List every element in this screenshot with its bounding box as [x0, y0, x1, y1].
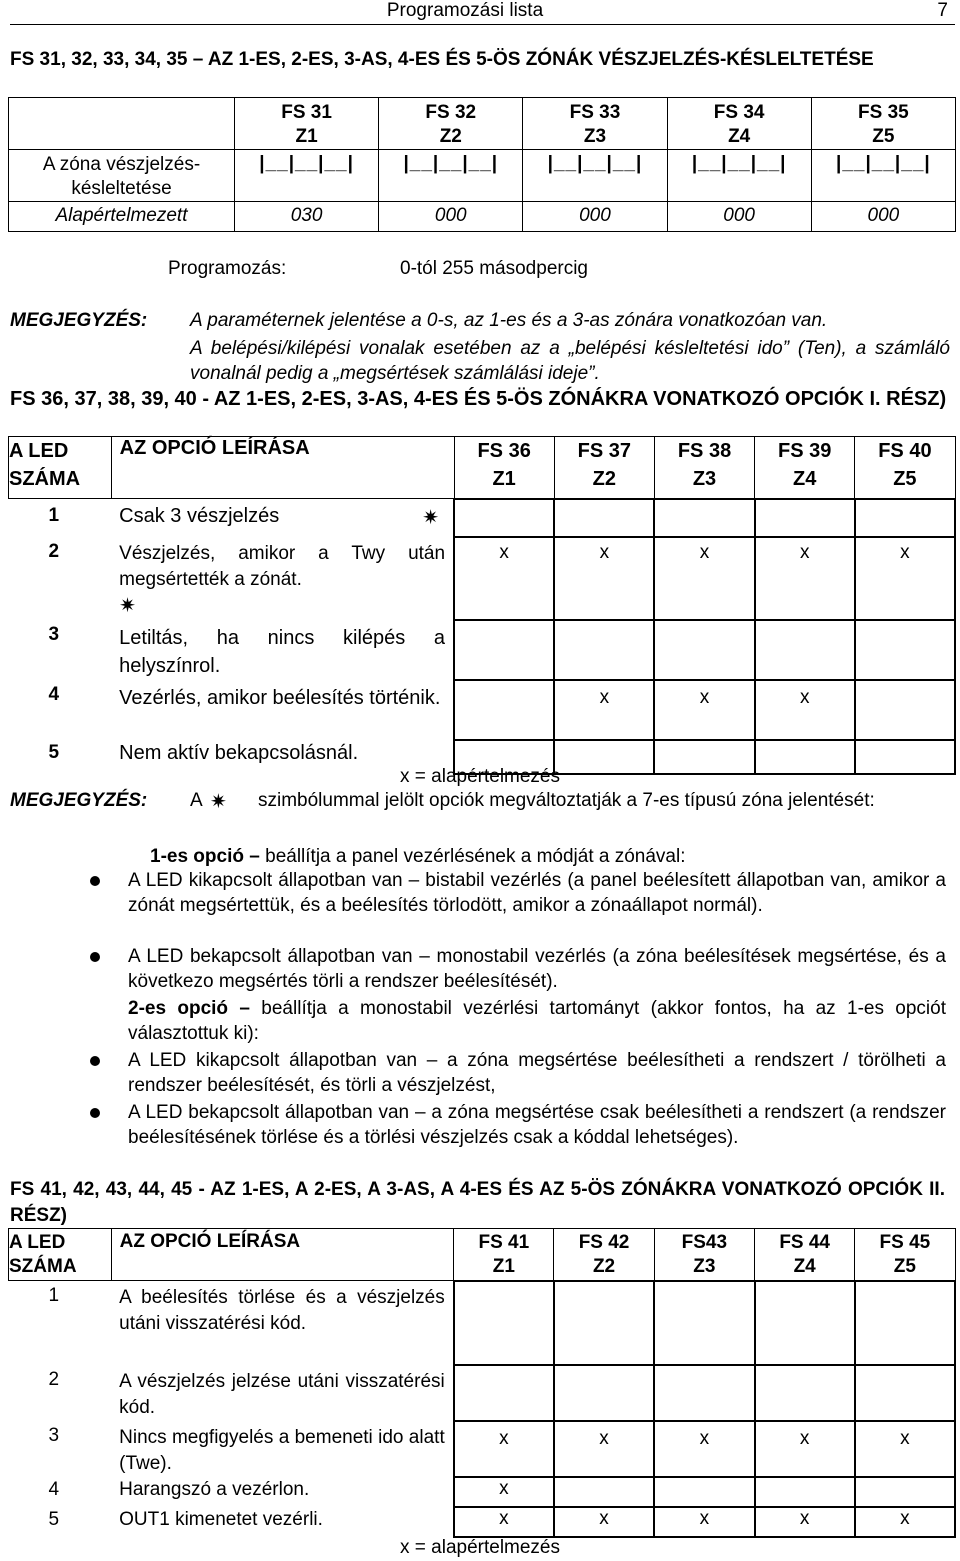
opt5-fs44-mark: x	[755, 1507, 855, 1537]
opt5-fs45-mark: x	[855, 1507, 955, 1537]
star-icon: ✷	[210, 791, 227, 813]
opt5-fs42-mark: x	[554, 1507, 654, 1537]
fs37-col: FS 37 Z2	[554, 437, 654, 499]
opt2-fs44-mark	[755, 1365, 855, 1421]
opt5-fs38-mark	[654, 740, 754, 774]
bullet-icon	[90, 1108, 100, 1118]
fs41-45-header-row	[9, 1229, 956, 1281]
opt3-fs36-mark	[454, 620, 554, 680]
opt5-fs41-mark: x	[454, 1507, 554, 1537]
opt2-fs36-mark: x	[454, 537, 554, 620]
fs41-45-table	[8, 1228, 956, 1538]
opt2-row-1	[9, 1281, 956, 1365]
opt4-fs39-mark: x	[755, 680, 855, 740]
default-row-label: Alapértelmezett	[9, 202, 235, 232]
opt5-led-number: 5	[48, 741, 60, 763]
option-desc-header: AZ OPCIÓ LEÍRÁSA	[111, 437, 454, 499]
fs41-col: FS 41 Z1	[454, 1229, 554, 1281]
fs40-col: FS 40 Z5	[855, 437, 955, 499]
opt1-fs39-mark	[755, 499, 855, 537]
fs36-40-table	[8, 436, 956, 775]
opt5-desc: OUT1 kimenetet vezérli.	[119, 1508, 323, 1530]
bullet2-1: A LED kikapcsolt állapotban van – a zóna megsértése beélesítheti a rendszert / törölheti a rendszer beélesítését, és törli a vészjelzést,	[128, 1050, 946, 1096]
opt3-fs45-mark: x	[855, 1421, 955, 1477]
opt1-fs36-mark	[454, 499, 554, 537]
fs36-40-header-row	[9, 437, 956, 499]
opt3-fs44-mark: x	[755, 1421, 855, 1477]
opt1-fs45-mark	[855, 1281, 955, 1365]
opt1-fs43-mark	[654, 1281, 754, 1365]
opt4-fs37-mark: x	[554, 680, 654, 740]
opt1-fs41-mark	[454, 1281, 554, 1365]
bullet2-2: A LED bekapcsolt állapotban van – a zóna megsértése csak beélesítheti a rendszert (a rendszer beélesítésének törlése és a törlési vészjelzés csak a kóddal lehetséges).	[128, 1102, 946, 1148]
opt4-fs36-mark	[454, 680, 554, 740]
opt2-led-number: 2	[48, 1368, 60, 1390]
fs43-col: FS43 Z3	[654, 1229, 754, 1281]
note1-line2: A belépési/kilépési vonalak esetében az a „belépési késleltetési ido” (Ten), a számláló vonalnál pedig a „megsértések számlálási ideje”.	[190, 338, 950, 384]
opt4-fs43-mark	[654, 1477, 754, 1507]
fs34-default: 000	[667, 202, 811, 232]
opt1-fs42-mark	[554, 1281, 654, 1365]
opt1-fs37-mark	[554, 499, 654, 537]
page-number: 7	[937, 0, 948, 21]
opt5-fs43-mark: x	[654, 1507, 754, 1537]
fs39-col: FS 39 Z4	[755, 437, 855, 499]
fs31-35-header-row	[9, 98, 956, 150]
opt1-row-3	[9, 620, 956, 680]
opt3-fs39-mark	[755, 620, 855, 680]
note2-a: A	[190, 790, 203, 811]
note2-label: MEGJEGYZÉS:	[10, 790, 148, 811]
fs32-entry-field[interactable]: |__|__|__|	[379, 150, 523, 202]
opt3-fs42-mark: x	[554, 1421, 654, 1477]
fs31-35-corner	[9, 98, 235, 150]
legend-default-1: x = alapértelmezés	[400, 766, 560, 787]
bullet1-2: A LED bekapcsolt állapotban van – monostabil vezérlés (a zóna beélesítések megsértése, és a következo megsértés törli a rendszer beélesítését).	[128, 946, 946, 992]
fs33-entry-field[interactable]: |__|__|__|	[523, 150, 667, 202]
opt2-led-number: 2	[48, 540, 60, 562]
option-desc-header: AZ OPCIÓ LEÍRÁSA	[111, 1229, 454, 1281]
fs45-col: FS 45 Z5	[855, 1229, 955, 1281]
opt1-desc: A beélesítés törlése és a vészjelzés utáni visszatérési kód.	[119, 1287, 445, 1334]
fs42-col: FS 42 Z2	[554, 1229, 654, 1281]
opt1-desc: Csak 3 vészjelzés ✷	[119, 505, 440, 529]
opt2-fs43-mark	[654, 1365, 754, 1421]
programming-label: Programozás:	[168, 258, 287, 279]
opt2-fs45-mark	[855, 1365, 955, 1421]
opt1-fs38-mark	[654, 499, 754, 537]
bullet-icon	[90, 952, 100, 962]
opt3-desc: Nincs megfigyelés a bemeneti ido alatt (Twe).	[119, 1426, 445, 1474]
opt1-led-number: 1	[48, 1285, 60, 1306]
opt3-fs40-mark	[855, 620, 955, 680]
opt2-fs37-mark: x	[554, 537, 654, 620]
opt2-fs41-mark	[454, 1365, 554, 1421]
opt3-fs41-mark: x	[454, 1421, 554, 1477]
bullet1-1: A LED kikapcsolt állapotban van – bistabil vezérlés (a panel beélesített állapotban van, amikor a zónát megsértettük, és a beélesítés törlodött, amikor a zónaállapot normál).	[128, 870, 946, 916]
opt5-fs39-mark	[755, 740, 855, 774]
opt3-led-number: 3	[48, 1424, 60, 1446]
opt5-desc: Nem aktív bekapcsolásnál.	[119, 741, 359, 764]
opt3-desc: Letiltás, ha nincs kilépés a helyszínrol.	[119, 626, 446, 677]
fs35-default: 000	[811, 202, 955, 232]
opt4-fs44-mark	[755, 1477, 855, 1507]
opt2-fs39-mark: x	[755, 537, 855, 620]
opt4-desc: Vezérlés, amikor beélesítés történik.	[119, 686, 441, 709]
opt1-row-2	[9, 537, 956, 620]
fs34-entry-field[interactable]: |__|__|__|	[667, 150, 811, 202]
opt2-row-2	[9, 1365, 956, 1421]
note1-line1: A paraméternek jelentése a 0-s, az 1-es és a 3-as zónára vonatkozóan van.	[190, 310, 828, 331]
opt4-desc: Harangszó a vezérlon.	[119, 1478, 310, 1500]
opt3-fs37-mark	[554, 620, 654, 680]
section-fs41-45-title: FS 41, 42, 43, 44, 45 - AZ 1-ES, A 2-ES, A 3-AS, A 4-ES ÉS AZ 5-ÖS ZÓNÁKRA VONATKOZÓ OPCIÓK II. RÉSZ)	[10, 1179, 945, 1226]
opt1-fs44-mark	[755, 1281, 855, 1365]
fs32-col: FS 32 Z2	[379, 98, 523, 150]
bullet-icon	[90, 876, 100, 886]
fs38-col: FS 38 Z3	[654, 437, 754, 499]
opt4-fs40-mark	[855, 680, 955, 740]
opt2-row-5	[9, 1507, 956, 1537]
programming-value: 0-tól 255 másodpercig	[400, 258, 588, 279]
opt1-led-number: 1	[48, 505, 60, 526]
opt4-fs41-mark: x	[454, 1477, 554, 1507]
star-icon: ✷	[422, 507, 440, 529]
opt5-led-number: 5	[48, 1508, 60, 1530]
delay-row	[9, 150, 956, 202]
fs34-col: FS 34 Z4	[667, 98, 811, 150]
fs31-col: FS 31 Z1	[235, 98, 379, 150]
opt1-row-4	[9, 680, 956, 740]
opt2-fs42-mark	[554, 1365, 654, 1421]
opt2-explanation: 2-es opció – beállítja a monostabil vezérlési tartományt (akkor fontos, ha az 1-es opciót választottuk ki):	[128, 998, 946, 1044]
opt2-fs38-mark: x	[654, 537, 754, 620]
fs33-col: FS 33 Z3	[523, 98, 667, 150]
delay-row-label: A zóna vészjelzés-késleltetése	[9, 150, 235, 202]
opt4-led-number: 4	[48, 1478, 60, 1500]
section-fs36-40-title: FS 36, 37, 38, 39, 40 - AZ 1-ES, 2-ES, 3-AS, 4-ES ÉS 5-ÖS ZÓNÁKRA VONATKOZÓ OPCIÓK I. RÉSZ)	[10, 388, 947, 410]
star-icon: ✷	[119, 594, 136, 617]
fs44-col: FS 44 Z4	[755, 1229, 855, 1281]
opt4-fs38-mark: x	[654, 680, 754, 740]
opt3-led-number: 3	[48, 623, 60, 645]
fs31-entry-field[interactable]: |__|__|__|	[235, 150, 379, 202]
opt5-fs40-mark	[855, 740, 955, 774]
opt4-led-number: 4	[48, 683, 60, 705]
opt2-fs40-mark: x	[855, 537, 955, 620]
default-row	[9, 202, 956, 232]
legend-default-2: x = alapértelmezés	[400, 1537, 560, 1558]
opt2-desc: Vészjelzés, amikor a Twy után megsértették a zónát. ✷	[119, 542, 446, 617]
opt3-fs43-mark: x	[654, 1421, 754, 1477]
header-rule	[10, 24, 955, 25]
opt2-row-4	[9, 1477, 956, 1507]
note1-label: MEGJEGYZÉS:	[10, 310, 148, 331]
fs36-col: FS 36 Z1	[454, 437, 554, 499]
opt1-row-1	[9, 499, 956, 537]
section-fs31-35-title: FS 31, 32, 33, 34, 35 – AZ 1-ES, 2-ES, 3-AS, 4-ES ÉS 5-ÖS ZÓNÁK VÉSZJELZÉS-KÉSLELTETÉSE	[10, 49, 874, 70]
opt3-fs38-mark	[654, 620, 754, 680]
fs33-default: 000	[523, 202, 667, 232]
opt1-explanation: 1-es opció – beállítja a panel vezérlésének a módját a zónával:	[150, 846, 686, 867]
opt1-fs40-mark	[855, 499, 955, 537]
opt4-fs45-mark	[855, 1477, 955, 1507]
led-number-header: A LED SZÁMA	[9, 437, 112, 499]
led-number-header: A LED SZÁMA	[9, 1229, 112, 1281]
opt2-desc: A vészjelzés jelzése utáni visszatérési kód.	[119, 1370, 445, 1418]
fs32-default: 000	[379, 202, 523, 232]
document-header-title: Programozási lista	[386, 0, 544, 21]
note2-line1: szimbólummal jelölt opciók megváltoztatják a 7-es típusú zóna jelentését:	[258, 790, 875, 811]
fs31-35-table	[8, 97, 956, 232]
bullet-icon	[90, 1056, 100, 1066]
fs35-col: FS 35 Z5	[811, 98, 955, 150]
opt5-fs37-mark	[554, 740, 654, 774]
fs31-default: 030	[235, 202, 379, 232]
opt2-row-3	[9, 1421, 956, 1477]
fs35-entry-field[interactable]: |__|__|__|	[811, 150, 955, 202]
opt4-fs42-mark	[554, 1477, 654, 1507]
